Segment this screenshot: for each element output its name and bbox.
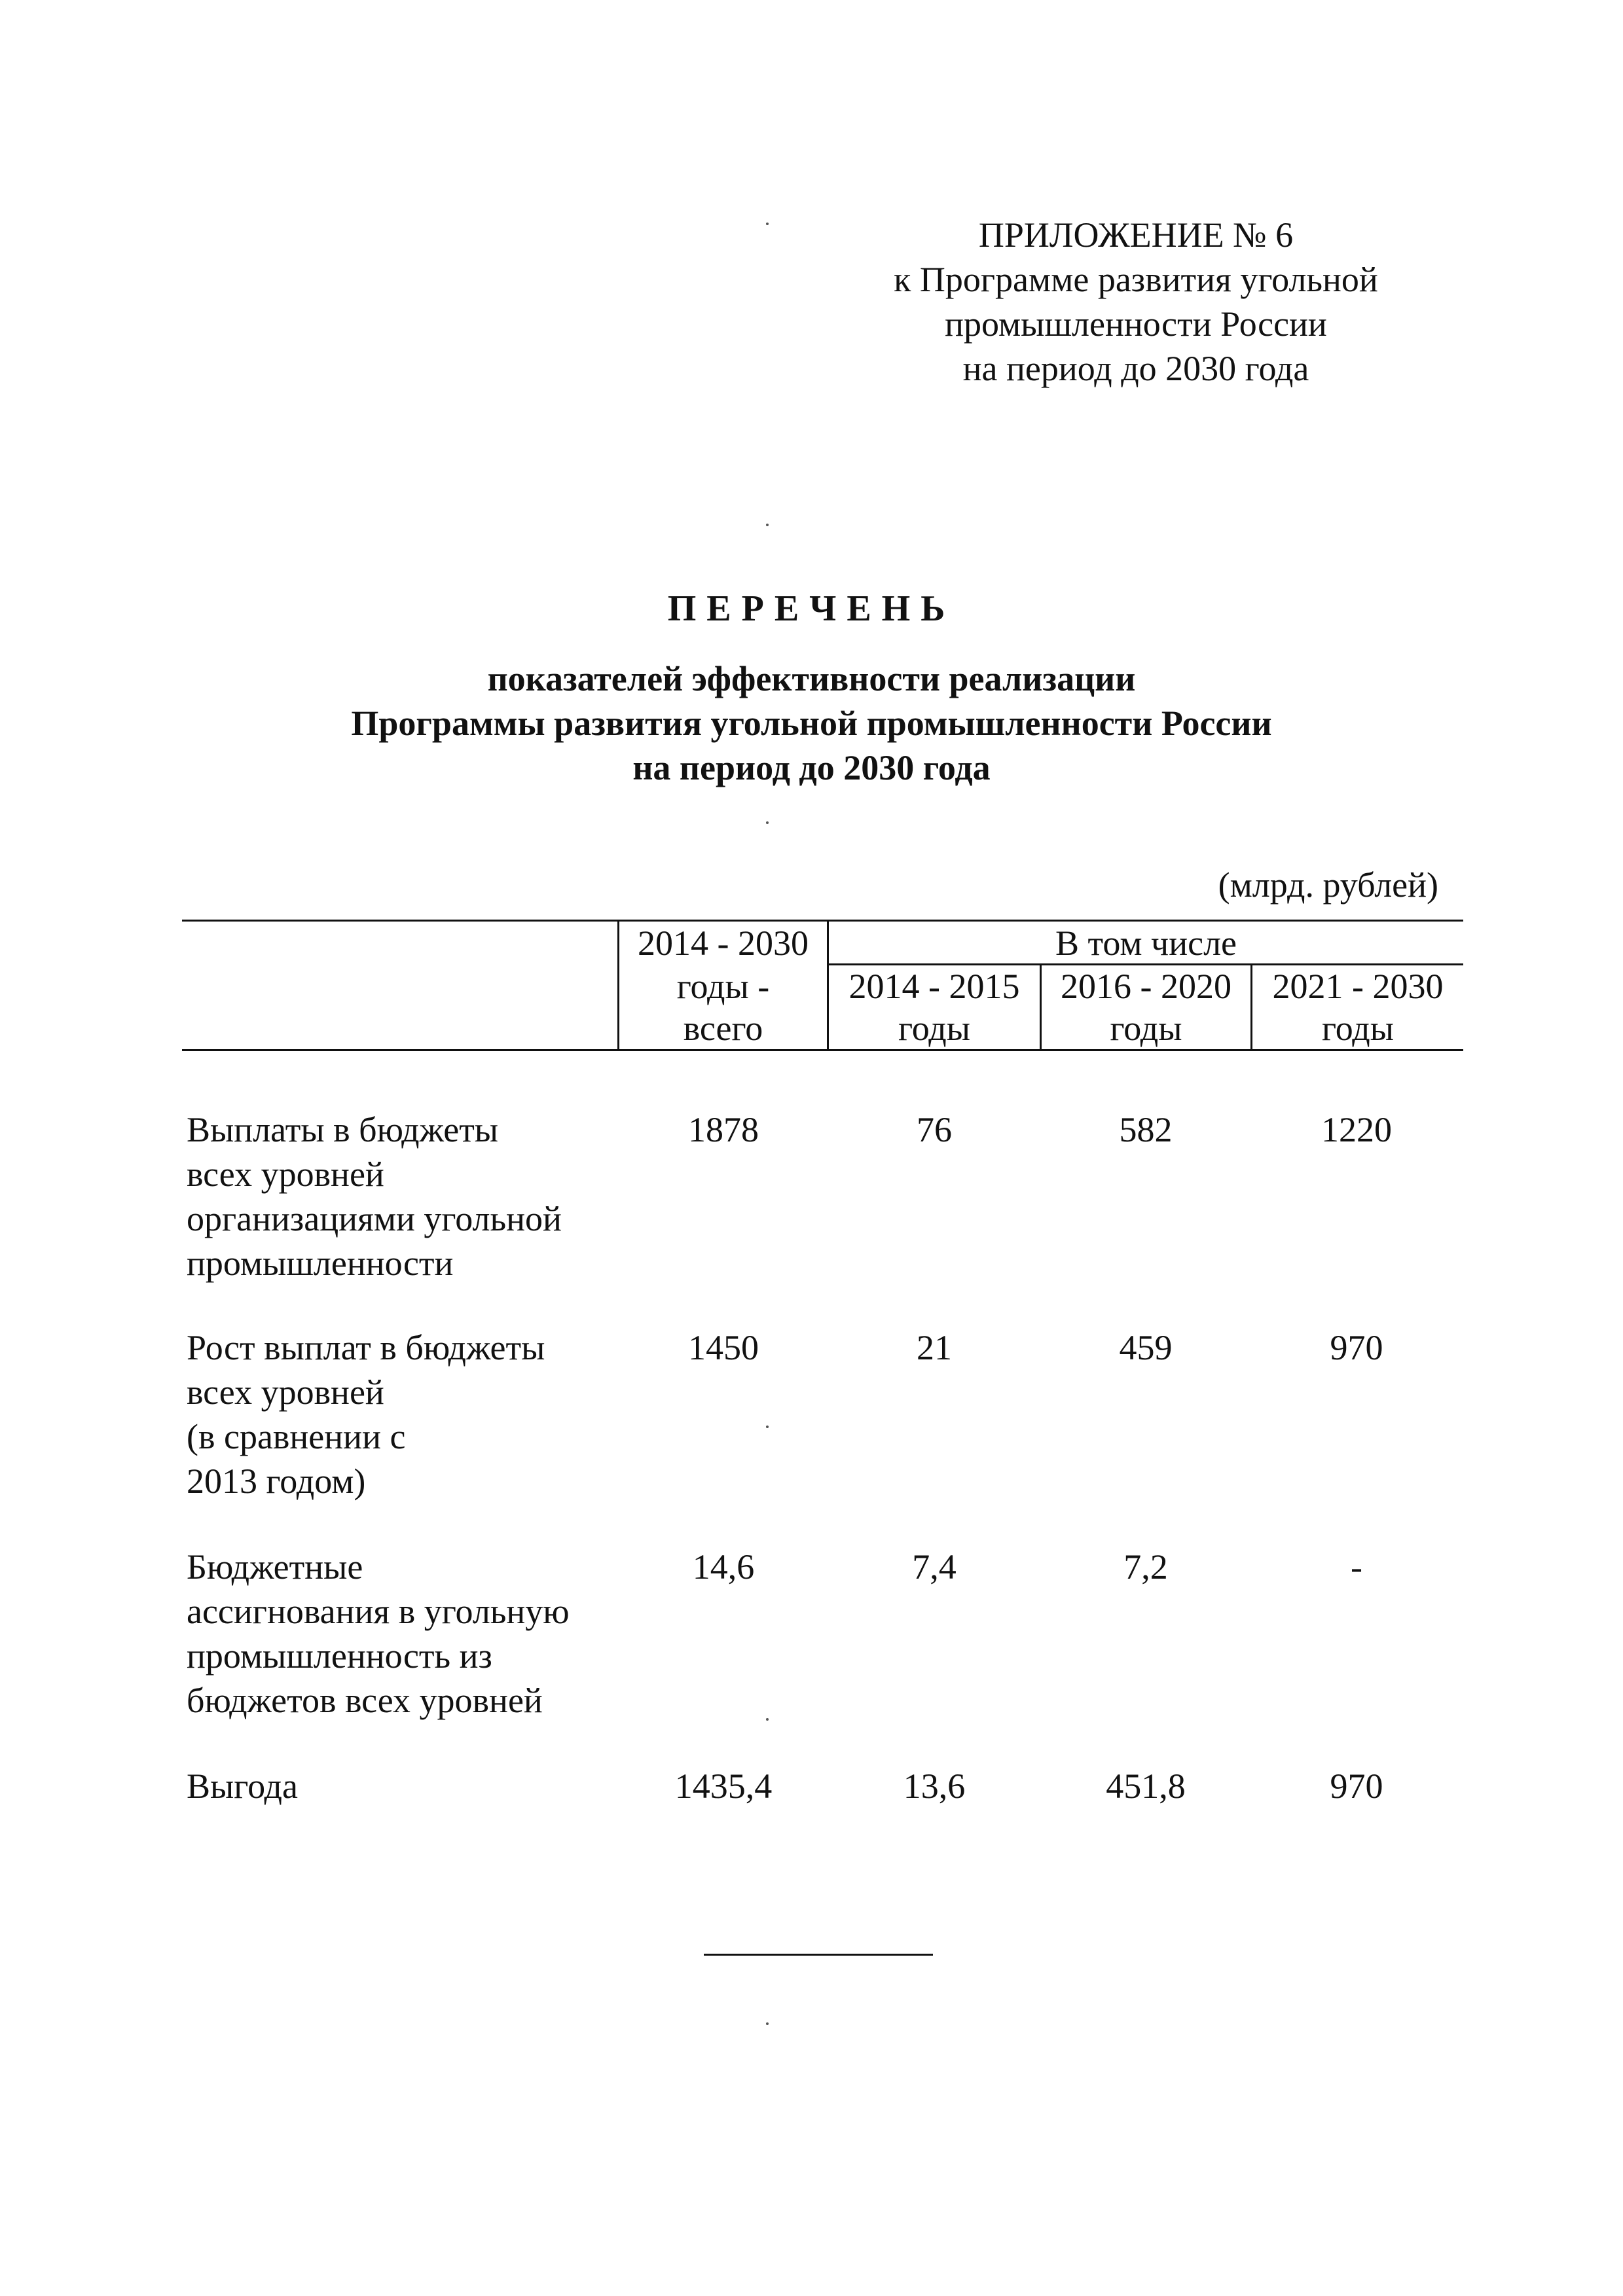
header-period-2021-2030: 2021 - 2030 xyxy=(1272,967,1444,1006)
appendix-line: к Программе развития угольной xyxy=(894,260,1378,299)
appendix-number: ПРИЛОЖЕНИЕ № 6 xyxy=(978,215,1294,255)
row-label-payments-growth xyxy=(187,1325,619,1503)
row-label-line: ассигнования в угольную xyxy=(187,1592,570,1631)
cell-2016-2020: 7,2 xyxy=(1123,1547,1168,1587)
appendix-line: промышленности России xyxy=(945,304,1327,344)
cell-2016-2020: 582 xyxy=(1119,1110,1173,1149)
header-total-line3: всего xyxy=(683,1009,763,1048)
cell-total: 14,6 xyxy=(692,1547,755,1587)
row-label-line: промышленность из xyxy=(187,1636,492,1676)
scan-speck xyxy=(766,821,769,824)
scan-speck xyxy=(766,524,769,526)
cell-2014-2015: 21 xyxy=(917,1328,952,1367)
scan-speck xyxy=(766,1718,769,1721)
closing-rule xyxy=(704,1954,933,1956)
row-label-line: 2013 годом) xyxy=(187,1462,366,1501)
row-label-line: организациями угольной xyxy=(187,1199,562,1238)
row-label-line: (в сравнении с xyxy=(187,1417,406,1456)
scan-speck xyxy=(766,2022,769,2025)
header-total-line1: 2014 - 2030 xyxy=(638,924,809,963)
cell-2016-2020: 451,8 xyxy=(1106,1767,1186,1806)
row-label-line: Выгода xyxy=(187,1767,298,1806)
row-label-benefit xyxy=(187,1764,619,1808)
row-label-budget-allocations xyxy=(187,1545,619,1723)
row-label-budget-payments xyxy=(187,1107,619,1285)
cell-total: 1450 xyxy=(688,1328,759,1367)
cell-2014-2015: 7,4 xyxy=(912,1547,957,1587)
document-title: ПЕРЕЧЕНЬ xyxy=(667,588,956,629)
document-subtitle xyxy=(0,656,1623,790)
subtitle-line: на период до 2030 года xyxy=(632,748,991,787)
cell-2014-2015: 76 xyxy=(917,1110,952,1149)
cell-2016-2020: 459 xyxy=(1119,1328,1173,1367)
cell-2021-2030: 970 xyxy=(1330,1328,1383,1367)
row-label-line: Бюджетные xyxy=(187,1547,363,1587)
row-label-line: Выплаты в бюджеты xyxy=(187,1110,499,1149)
subtitle-line: Программы развития угольной промышленности России xyxy=(351,704,1272,743)
appendix-line: на период до 2030 года xyxy=(962,349,1309,388)
header-period-unit: годы xyxy=(1321,1009,1394,1048)
cell-2021-2030: 1220 xyxy=(1321,1110,1392,1149)
cell-total: 1435,4 xyxy=(674,1767,773,1806)
row-label-line: Рост выплат в бюджеты xyxy=(187,1328,545,1367)
header-group: В том числе xyxy=(1055,924,1237,963)
header-period-2016-2020: 2016 - 2020 xyxy=(1061,967,1231,1006)
appendix-block xyxy=(851,213,1421,391)
header-period-unit: годы xyxy=(898,1009,970,1048)
row-label-line: промышленности xyxy=(187,1244,454,1283)
row-label-line: бюджетов всех уровней xyxy=(187,1681,543,1720)
cell-total: 1878 xyxy=(688,1110,759,1149)
subtitle-line: показателей эффективности реализации xyxy=(487,659,1136,698)
cell-2021-2030: - xyxy=(1351,1547,1362,1587)
row-label-line: всех уровней xyxy=(187,1155,384,1194)
title-block xyxy=(0,586,1623,790)
cell-2021-2030: 970 xyxy=(1330,1767,1383,1806)
units-note: (млрд. рублей) xyxy=(1218,865,1438,905)
row-label-line: всех уровней xyxy=(187,1372,384,1412)
scan-speck xyxy=(766,1426,769,1428)
scan-speck xyxy=(766,223,769,225)
header-period-2014-2015: 2014 - 2015 xyxy=(848,967,1020,1006)
cell-2014-2015: 13,6 xyxy=(903,1767,966,1806)
header-total-line2: годы - xyxy=(676,967,770,1006)
header-period-unit: годы xyxy=(1110,1009,1182,1048)
